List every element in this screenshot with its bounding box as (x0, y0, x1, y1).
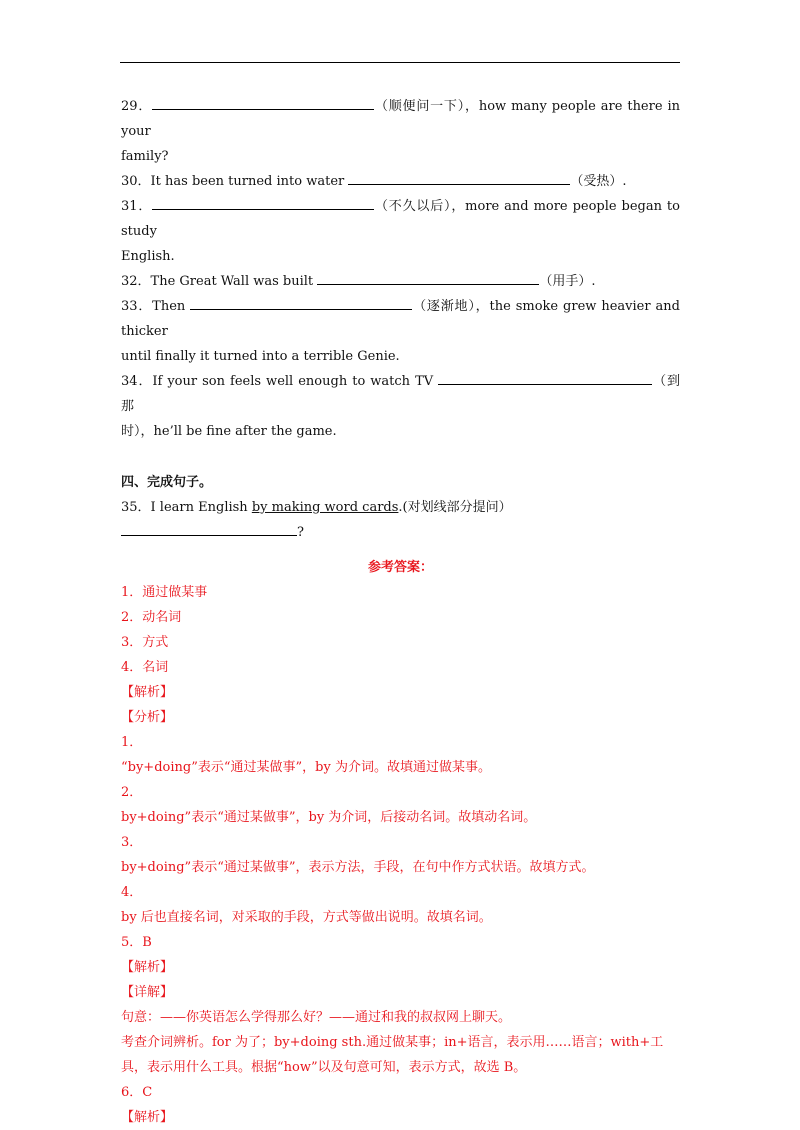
q30-hint: （受热）. (570, 174, 627, 189)
answer-line: 【解析】 (121, 1110, 174, 1125)
answer-line: 【解析】 (121, 960, 174, 975)
answer-line: 句意：——你英语怎么学得那么好？——通过和我的叔叔网上聊天。 (121, 1010, 512, 1025)
q29-blank[interactable] (152, 95, 374, 110)
question-29 (121, 94, 680, 169)
answer-line: 考查介词辨析。for 为了；by+doing sth.通过做某事；in+语言，表示用……语言；with+工具，表示用什么工具。根据“how”以及句意可知，表示方式，故选 B。 (121, 1035, 664, 1075)
answer-line: 6．C (121, 1085, 153, 1100)
answer-line: 4．名词 (121, 660, 169, 675)
q31-blank[interactable] (152, 195, 374, 210)
answer-line: by 后也直接名词，对采取的手段，方式等做出说明。故填名词。 (121, 910, 492, 925)
question-30 (121, 169, 680, 194)
header-rule (120, 62, 680, 63)
answer-line: “by+doing”表示“通过某做事”，by 为介词。故填通过做某事。 (121, 760, 491, 775)
answer-list (121, 580, 680, 1130)
q33-blank[interactable] (190, 295, 412, 310)
q31-number: 31． (121, 199, 153, 214)
q35-text: 35．I learn English (121, 500, 252, 515)
q32-text: 32．The Great Wall was built (121, 274, 314, 289)
q32-blank[interactable] (317, 270, 539, 285)
answer-line: 5．B (121, 935, 152, 950)
answer-line: 【解析】 (121, 685, 174, 700)
answer-line: 1． (121, 735, 143, 750)
section-heading: 四、完成句子。 (121, 475, 213, 490)
question-31 (121, 194, 680, 269)
answer-line: by+doing”表示“通过某做事”，表示方法，手段，在句中作方式状语。故填方式。 (121, 860, 595, 875)
q34-text-cont: 时），he’ll be fine after the game. (121, 424, 337, 439)
q31-hint: （不久以后） (374, 199, 452, 214)
q34-hint: （到那 (121, 374, 680, 414)
question-35 (121, 495, 680, 545)
q30-text: 30．It has been turned into water (121, 174, 345, 189)
q35-instruction: .(对划线部分提问） (398, 500, 512, 515)
answer-line: 2．动名词 (121, 610, 182, 625)
q33-text-cont: until finally it turned into a terrible Genie. (121, 349, 400, 364)
answer-line: 4． (121, 885, 143, 900)
q29-number: 29． (121, 99, 153, 114)
q30-blank[interactable] (348, 170, 570, 185)
question-33 (121, 294, 680, 369)
q31-text-cont: English. (121, 249, 175, 264)
q33-text: 33．Then (121, 299, 186, 314)
question-32 (121, 269, 680, 294)
answer-line: 2． (121, 785, 143, 800)
content (121, 94, 680, 1130)
q33-hint: （逐渐地） (412, 299, 476, 314)
q34-text: 34．If your son feels well enough to watch TV (121, 374, 434, 389)
q32-hint: （用手）. (539, 274, 596, 289)
q31-text: ，more and more people began to study (121, 199, 680, 239)
q35-blank[interactable] (121, 521, 297, 536)
answer-line: 3．方式 (121, 635, 169, 650)
answer-line: by+doing”表示“通过某做事”，by 为介词，后接动名词。故填动名词。 (121, 810, 537, 825)
q34-blank[interactable] (438, 370, 652, 385)
answer-line: 3． (121, 835, 143, 850)
answer-line: 1．通过做某事 (121, 585, 208, 600)
question-34 (121, 369, 680, 444)
q29-hint: （顺便问一下） (374, 99, 466, 114)
q35-underlined: by making word cards (251, 500, 399, 515)
q33-text-rest: ，the smoke grew heavier and thicker (121, 299, 680, 339)
q35-end: ? (297, 525, 304, 540)
answer-line: 【分析】 (121, 710, 174, 725)
answer-line: 【详解】 (121, 985, 174, 1000)
q29-text-cont: family? (121, 149, 169, 164)
q29-text: ，how many people are there in your (121, 99, 680, 139)
answers-title: 参考答案： (367, 560, 433, 575)
